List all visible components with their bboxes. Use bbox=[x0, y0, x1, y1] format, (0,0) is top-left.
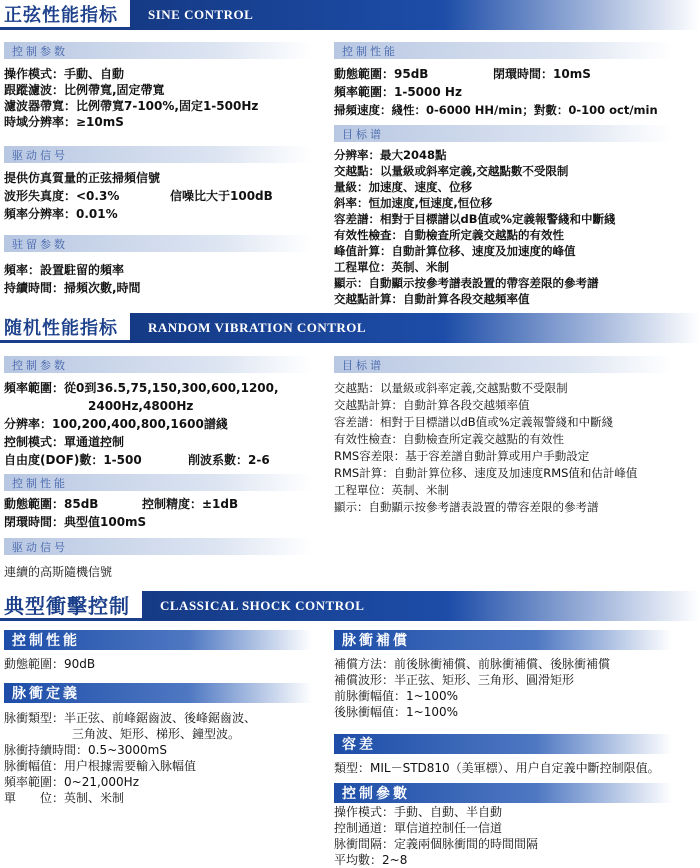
shock-freq-range: 頻率範圍：0~21,000Hz bbox=[4, 775, 140, 789]
sine-target-line: 量級：加速度、速度、位移 bbox=[334, 180, 472, 194]
shock-tolerance-line: 類型：MIL－STD810（美軍標）、用户自定義中斷控制限值。 bbox=[334, 761, 660, 775]
sine-drive-line: 波形失真度：<0.3% bbox=[4, 189, 120, 203]
random-title-cn: 随机性能指标 bbox=[0, 313, 130, 343]
shock-ctrl-param-line: 操作模式：手動、自動、半自動 bbox=[334, 805, 503, 819]
sine-target-line: 分辨率：最大2048點 bbox=[334, 148, 447, 162]
shock-compensation-line: 補償波形：半正弦、矩形、三角形、圓滑矩形 bbox=[334, 673, 575, 687]
sine-ctrl-perf-label: 控制性能 bbox=[334, 42, 672, 59]
random-resolution: 分辨率：100,200,400,800,1600譜綫 bbox=[4, 417, 228, 431]
shock-title-cn: 典型衝擊控制 bbox=[0, 591, 142, 621]
random-clip: 削波系數：2-6 bbox=[188, 453, 270, 467]
shock-compensation-label: 脉衝補償 bbox=[334, 630, 672, 650]
shock-ctrl-param-line: 控制通道：單信道控制任一信道 bbox=[334, 821, 503, 835]
shock-compensation-line: 後脉衝幅值：1~100% bbox=[334, 705, 458, 719]
random-accuracy: 控制精度：±1dB bbox=[142, 497, 239, 511]
random-drive-label: 驱动信号 bbox=[4, 538, 312, 555]
random-target-line: 交越點計算：自動計算各段交越頻率值 bbox=[334, 398, 530, 412]
sine-ctrl-perf-freq: 頻率範圍：1-5000 Hz bbox=[334, 85, 462, 99]
shock-section-header bbox=[0, 591, 700, 621]
sine-target-line: 斜率：恒加速度,恒速度,恒位移 bbox=[334, 196, 493, 210]
shock-compensation-line: 補償方法：前後脉衝補償、前脉衝補償、後脉衝補償 bbox=[334, 657, 611, 671]
sine-dwell-line: 持續時間：掃頻次數,時間 bbox=[4, 281, 141, 295]
shock-pulse-type-cont: 三角波、矩形、梯形、鐘型波。 bbox=[72, 727, 241, 741]
sine-target-label: 目标谱 bbox=[334, 125, 672, 142]
sine-ctrl-param-label: 控制参数 bbox=[4, 42, 312, 59]
random-target-line: RMS計算：自動計算位移、速度及加速度RMS值和估計峰值 bbox=[334, 466, 638, 480]
sine-drive-line: 提供仿真質量的正弦掃頻信號 bbox=[4, 171, 161, 185]
random-ctrl-mode: 控制模式：單通道控制 bbox=[4, 435, 125, 449]
sine-target-line: 峰值計算：自動計算位移、速度及加速度的峰值 bbox=[334, 244, 576, 258]
sine-ctrl-perf-sweep: 掃頻速度：綫性：0-6000 HH/min；對數：0-100 oct/min bbox=[334, 103, 658, 117]
sine-ctrl-param-line: 跟蹤濾波：比例帶寬,固定帶寬 bbox=[4, 83, 165, 97]
random-dyn-range: 動態範圍：85dB bbox=[4, 497, 99, 511]
shock-ctrl-param-line: 平均數：2~8 bbox=[334, 853, 408, 867]
random-target-line: 工程單位：英制、米制 bbox=[334, 483, 449, 497]
shock-pulse-type: 脉衝類型：半正弦、前峰鋸齒波、後峰鋸齒波、 bbox=[4, 711, 257, 725]
random-ctrl-param-label: 控制参数 bbox=[4, 356, 312, 373]
sine-target-line: 交越點：以量級或斜率定義,交越點數不受限制 bbox=[334, 164, 569, 178]
shock-ctrl-param-label: 控制參數 bbox=[334, 783, 672, 803]
shock-ctrl-perf-label: 控制性能 bbox=[4, 630, 312, 650]
random-target-line: 交越點：以量級或斜率定義,交越點數不受限制 bbox=[334, 381, 568, 395]
sine-target-line: 工程單位：英制、米制 bbox=[334, 260, 449, 274]
sine-title-cn: 正弦性能指标 bbox=[0, 0, 130, 30]
shock-pulse-duration: 脉衝持續時間：0.5~3000mS bbox=[4, 743, 167, 757]
shock-unit: 單 位：英制、米制 bbox=[4, 791, 125, 805]
random-target-line: RMS容差限：基于容差譜自動計算或用户手動設定 bbox=[334, 449, 590, 463]
sine-title-en: SINE CONTROL bbox=[130, 0, 700, 30]
random-freq-range-cont: 2400Hz,4800Hz bbox=[88, 399, 194, 413]
sine-target-line: 容差譜：相對于目標譜以dB值或%定義報警綫和中斷綫 bbox=[334, 212, 616, 226]
random-target-label: 目标谱 bbox=[334, 356, 672, 373]
sine-ctrl-perf-loop: 閉環時間：10mS bbox=[493, 67, 591, 81]
shock-pulse-def-label: 脉衝定義 bbox=[4, 683, 312, 703]
random-drive-line: 連續的高斯隨機信號 bbox=[4, 565, 113, 579]
shock-tolerance-label: 容差 bbox=[334, 734, 672, 754]
sine-ctrl-param-line: 操作模式：手動、自動 bbox=[4, 67, 125, 81]
shock-pulse-amplitude: 脉衝幅值：用户根據需要輸入脉幅值 bbox=[4, 759, 197, 773]
random-target-line: 顯示：自動顯示按參考譜表設置的帶容差限的參考譜 bbox=[334, 500, 599, 514]
random-freq-range: 頻率範圍：從0到36.5,75,150,300,600,1200, bbox=[4, 381, 279, 395]
shock-compensation-line: 前脉衝幅值：1~100% bbox=[334, 689, 458, 703]
random-section-header bbox=[0, 313, 700, 343]
sine-target-line: 有效性檢查：自動檢查所定義交越點的有效性 bbox=[334, 228, 564, 242]
sine-dwell-label: 驻留参数 bbox=[4, 235, 312, 252]
sine-target-line: 顯示：自動顯示按參考譜表設置的帶容差限的參考譜 bbox=[334, 276, 599, 290]
sine-ctrl-perf-range: 動態範圍：95dB bbox=[334, 67, 429, 81]
sine-drive-line: 頻率分辨率：0.01% bbox=[4, 207, 118, 221]
shock-ctrl-perf-line: 動態範圍：90dB bbox=[4, 657, 96, 671]
sine-dwell-line: 頻率：設置駐留的頻率 bbox=[4, 263, 125, 277]
random-ctrl-perf-label: 控制性能 bbox=[4, 474, 312, 491]
random-target-line: 有效性檢查：自動檢查所定義交越點的有效性 bbox=[334, 432, 564, 446]
random-loop-time: 閉環時間：典型值100mS bbox=[4, 515, 147, 529]
sine-section-header bbox=[0, 0, 700, 30]
sine-drive-line: 信噪比大于100dB bbox=[170, 189, 273, 203]
shock-ctrl-param-line: 脉衝間隔：定義兩個脉衝間的時間間隔 bbox=[334, 837, 539, 851]
random-dof: 自由度(DOF)數：1-500 bbox=[4, 453, 142, 467]
sine-drive-label: 驱动信号 bbox=[4, 146, 312, 163]
sine-ctrl-param-line: 時域分辨率：≥10mS bbox=[4, 115, 124, 129]
shock-title-en: CLASSICAL SHOCK CONTROL bbox=[142, 591, 700, 621]
sine-target-line: 交越點計算：自動計算各段交越頻率值 bbox=[334, 292, 530, 306]
random-title-en: RANDOM VIBRATION CONTROL bbox=[130, 313, 700, 343]
sine-ctrl-param-line: 濾波器帶寬：比例帶寬7-100%,固定1-500Hz bbox=[4, 99, 259, 113]
random-target-line: 容差譜：相對于目標譜以dB值或%定義報警綫和中斷綫 bbox=[334, 415, 614, 429]
